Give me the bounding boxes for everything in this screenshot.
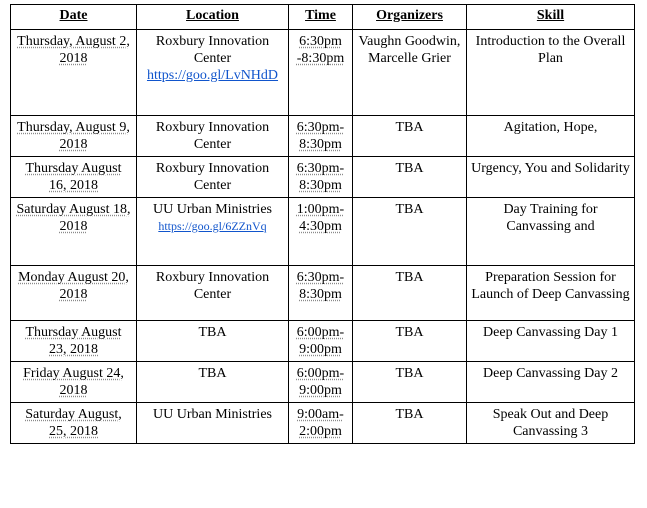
time-cell: 6:30pm-8:30pm [289, 266, 353, 321]
skill-cell: Introduction to the Overall Plan [467, 30, 635, 116]
time-cell: 9:00am-2:00pm [289, 403, 353, 444]
location-cell: UU Urban Ministries [137, 403, 289, 444]
table-row [11, 30, 635, 116]
skill-cell: Speak Out and Deep Canvassing 3 [467, 403, 635, 444]
location-text: Roxbury Innovation Center [155, 34, 270, 66]
table-row [11, 362, 635, 403]
time-cell: 6:30pm-8:30pm [289, 157, 353, 198]
location-cell [137, 198, 289, 266]
skill-cell: Deep Canvassing Day 2 [467, 362, 635, 403]
skill-cell: Preparation Session for Launch of Deep Canvassing [467, 266, 635, 321]
date-cell: Saturday August, 25, 2018 [11, 403, 137, 444]
skill-cell: Day Training for Canvassing and [467, 198, 635, 266]
date-cell: Thursday, August 2, 2018 [11, 30, 137, 116]
skill-cell: Urgency, You and Solidarity [467, 157, 635, 198]
organizers-cell: TBA [353, 362, 467, 403]
date-cell: Thursday August 16, 2018 [11, 157, 137, 198]
table-row [11, 266, 635, 321]
organizers-cell: TBA [353, 321, 467, 362]
time-cell: 6:00pm-9:00pm [289, 362, 353, 403]
date-cell: Thursday August 23, 2018 [11, 321, 137, 362]
time-cell: 6:30pm-8:30pm [289, 116, 353, 157]
location-text: UU Urban Ministries [153, 202, 272, 217]
organizers-cell: TBA [353, 403, 467, 444]
location-cell: Roxbury Innovation Center [137, 266, 289, 321]
date-cell: Saturday August 18, 2018 [11, 198, 137, 266]
schedule-table [10, 4, 635, 444]
location-cell [137, 30, 289, 116]
table-row [11, 198, 635, 266]
header-organizers: Organizers [353, 5, 467, 30]
location-cell: Roxbury Innovation Center [137, 116, 289, 157]
organizers-cell: TBA [353, 198, 467, 266]
location-cell: TBA [137, 321, 289, 362]
table-row [11, 116, 635, 157]
organizers-cell: TBA [353, 266, 467, 321]
location-cell: Roxbury Innovation Center [137, 157, 289, 198]
table-row [11, 403, 635, 444]
date-cell: Monday August 20, 2018 [11, 266, 137, 321]
location-cell: TBA [137, 362, 289, 403]
header-date: Date [11, 5, 137, 30]
header-skill: Skill [467, 5, 635, 30]
table-row [11, 157, 635, 198]
header-row [11, 5, 635, 30]
header-time: Time [289, 5, 353, 30]
skill-cell: Agitation, Hope, [467, 116, 635, 157]
skill-cell: Deep Canvassing Day 1 [467, 321, 635, 362]
date-cell: Friday August 24, 2018 [11, 362, 137, 403]
organizers-cell: Vaughn Goodwin, Marcelle Grier [353, 30, 467, 116]
location-link[interactable]: https://goo.gl/6ZZnVq [158, 219, 267, 233]
location-link[interactable]: https://goo.gl/LvNHdD [146, 68, 279, 83]
organizers-cell: TBA [353, 157, 467, 198]
date-cell: Thursday, August 9, 2018 [11, 116, 137, 157]
time-cell: 6:30pm -8:30pm [289, 30, 353, 116]
time-cell: 6:00pm-9:00pm [289, 321, 353, 362]
time-cell: 1:00pm-4:30pm [289, 198, 353, 266]
table-row [11, 321, 635, 362]
header-location: Location [137, 5, 289, 30]
organizers-cell: TBA [353, 116, 467, 157]
